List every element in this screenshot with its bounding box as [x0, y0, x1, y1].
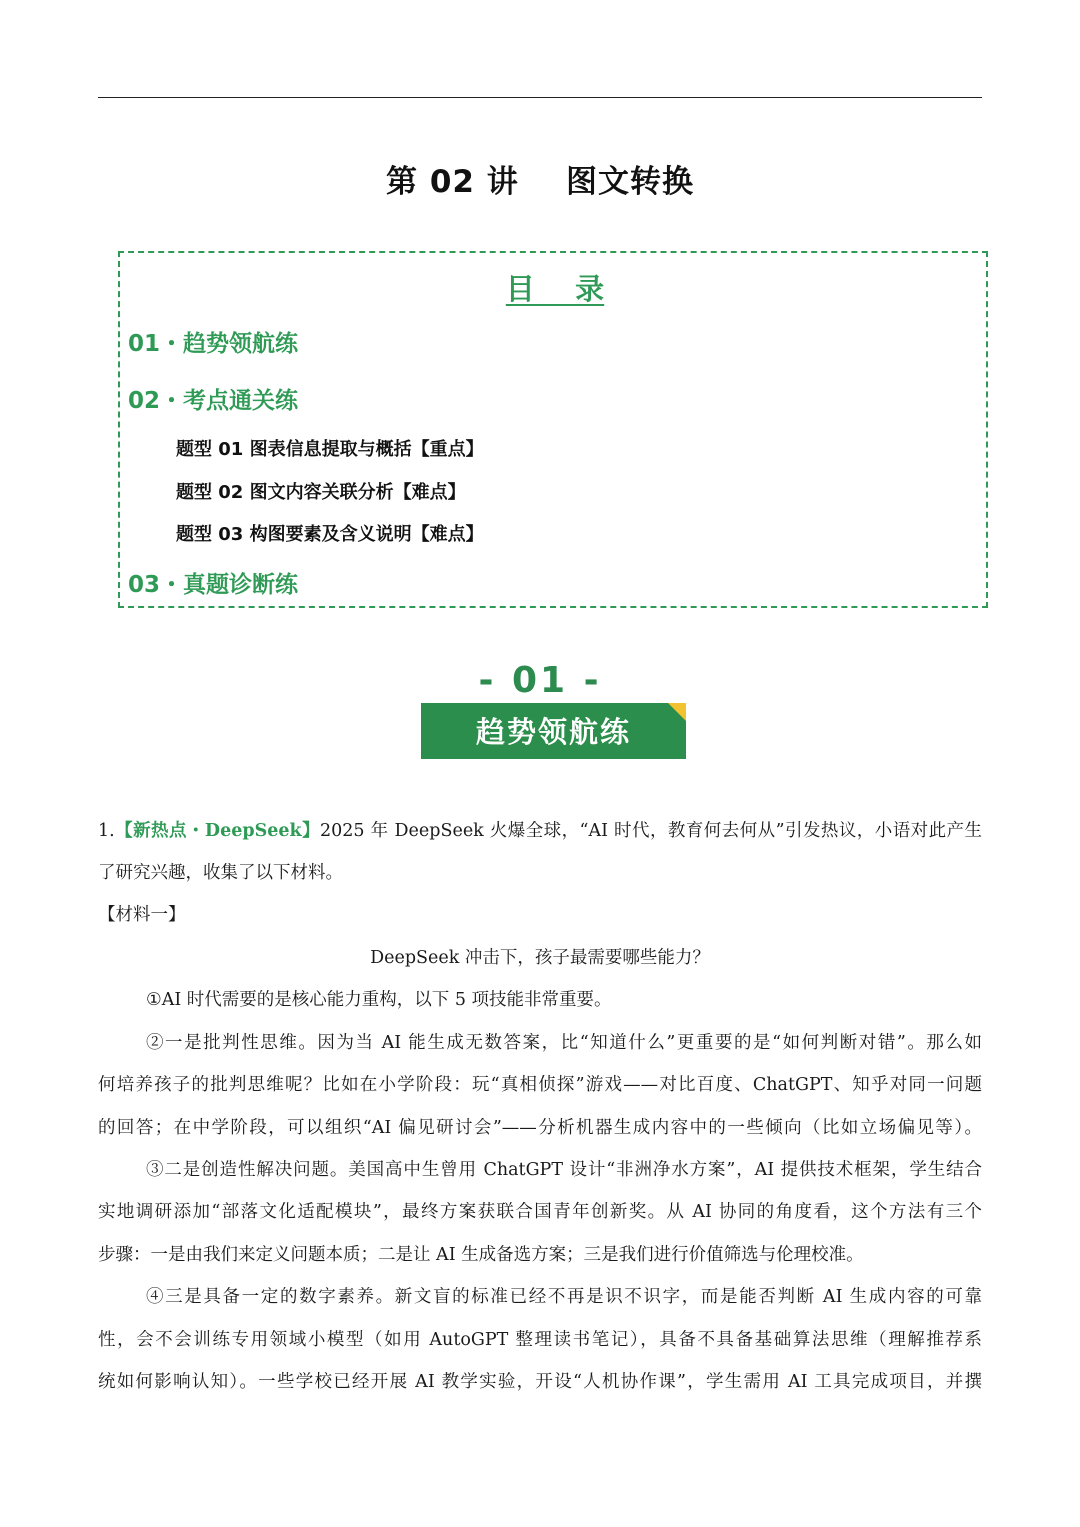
section-banner — [421, 703, 686, 759]
section-number: - 01 - — [478, 660, 602, 701]
page-title: 第 02 讲 图文转换 — [386, 164, 694, 200]
material-paragraph-line: 性，会不会训练专用领域小模型（如用 AutoGPT 整理读书笔记），具备不具备基础算法思维（理解推荐系 — [98, 1330, 982, 1350]
banner-corner-decoration — [668, 703, 686, 721]
material-paragraph-line: 实地调研添加“部落文化适配模块”，最终方案获联合国青年创新奖。从 AI 协同的角度看，这个方法有三个 — [98, 1202, 982, 1222]
material-label: 【材料一】 — [98, 905, 186, 925]
material-paragraph-line: 步骤：一是由我们来定义问题本质；二是让 AI 生成备选方案；三是我们进行价值筛选与伦理校准。 — [98, 1245, 864, 1265]
question-line-1 — [98, 818, 982, 844]
material-paragraph-line: 何培养孩子的批判思维呢？比如在小学阶段：玩“真相侦探”游戏——对比百度、ChatGPT、知乎对同一问题 — [98, 1075, 982, 1095]
question-tag: 【新热点・DeepSeek】 — [114, 821, 321, 841]
material-title: DeepSeek 冲击下，孩子最需要哪些能力？ — [370, 948, 710, 968]
toc-link-section-02[interactable]: 02・考点通关练 — [128, 388, 299, 414]
toc-link-type-02[interactable]: 题型 02 图文内容关联分析【难点】 — [176, 482, 466, 503]
toc-link-section-03[interactable]: 03・真题诊断练 — [128, 572, 299, 598]
question-line-2: 了研究兴趣，收集了以下材料。 — [98, 863, 343, 883]
section-banner-title: 趋势领航练 — [475, 715, 631, 749]
header-rule — [98, 97, 982, 98]
question-text: 2025 年 DeepSeek 火爆全球，“AI 时代，教育何去何从”引发热议，小语对此产生 — [320, 821, 982, 841]
material-paragraph-line: ④三是具备一定的数字素养。新文盲的标准已经不再是识不识字，而是能否判断 AI 生成内容的可靠 — [146, 1287, 982, 1307]
toc-link-type-03[interactable]: 题型 03 构图要素及含义说明【难点】 — [176, 524, 484, 545]
toc-heading: 目 录 — [505, 272, 605, 306]
material-paragraph-line: 的回答；在中学阶段，可以组织“AI 偏见研讨会”——分析机器生成内容中的一些倾向（比如立场偏见等）。 — [98, 1118, 982, 1138]
material-paragraph-line: ①AI 时代需要的是核心能力重构，以下 5 项技能非常重要。 — [146, 990, 612, 1010]
material-paragraph-line: 统如何影响认知）。一些学校已经开展 AI 教学实验，开设“人机协作课”，学生需用 AI 工具完成项目，并撰 — [98, 1372, 982, 1392]
material-paragraph-line: ③二是创造性解决问题。美国高中生曾用 ChatGPT 设计“非洲净水方案”，AI 提供技术框架，学生结合 — [146, 1160, 982, 1180]
question-number: 1. — [98, 821, 115, 841]
table-of-contents — [118, 251, 988, 608]
toc-link-section-01[interactable]: 01・趋势领航练 — [128, 331, 299, 357]
toc-link-type-01[interactable]: 题型 01 图表信息提取与概括【重点】 — [176, 439, 484, 460]
material-paragraph-line: ②一是批判性思维。因为当 AI 能生成无数答案，比“知道什么”更重要的是“如何判断对错”。那么如 — [146, 1033, 982, 1053]
